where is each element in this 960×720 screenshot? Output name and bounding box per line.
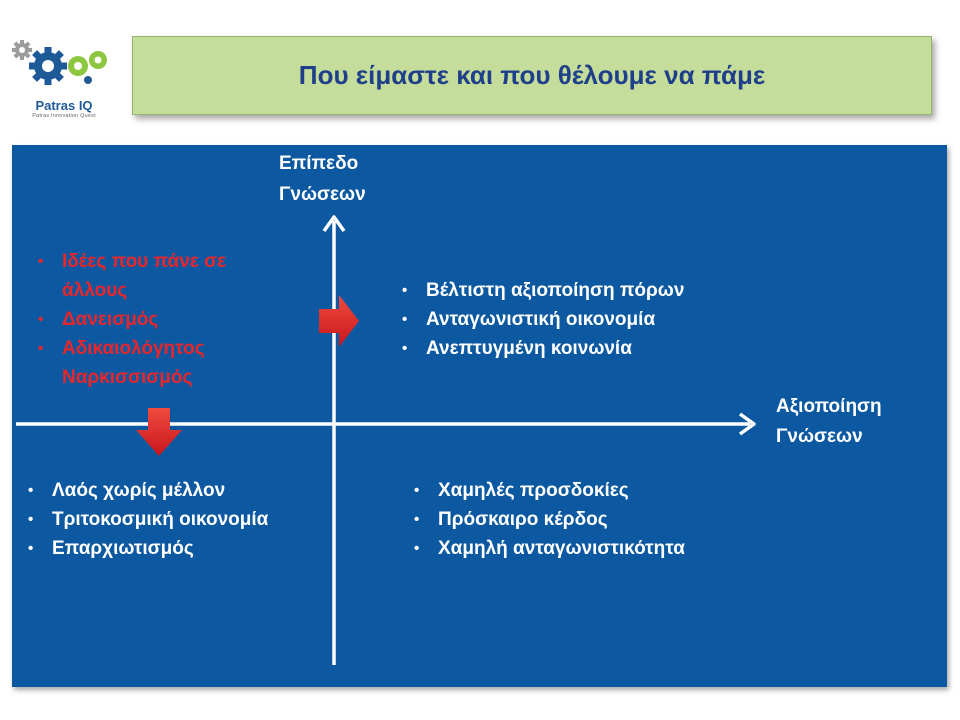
quadrant-bottom-right-item: • Χαμηλή ανταγωνιστικότητα: [408, 534, 685, 563]
quadrant-top-left-item: • Αδικαιολόγητος Ναρκισσισμός: [32, 334, 292, 392]
quadrant-top-left-item: • Δανεισμός: [32, 305, 292, 334]
title-banner: [132, 36, 932, 115]
quadrant-top-right-item: • Ανεπτυγμένη κοινωνία: [396, 334, 684, 363]
quadrant-bottom-left-item: • Επαρχιωτισμός: [22, 534, 268, 563]
arrow-down-icon: [136, 408, 182, 456]
quadrant-top-left-item: • Ιδέες που πάνε σε άλλους: [32, 247, 292, 305]
x-axis-label-line-1: Αξιοποίηση: [776, 396, 882, 417]
quadrant-bottom-right: [408, 476, 685, 563]
quadrant-top-right: [396, 276, 684, 363]
gear-icon: [8, 36, 120, 98]
x-axis-label-line-2: Γνώσεων: [776, 426, 863, 447]
logo-name: Patras IQ: [35, 98, 93, 113]
quadrant-top-right-item: • Ανταγωνιστική οικονομία: [396, 305, 684, 334]
y-axis-label-line-1: Επίπεδο: [279, 153, 359, 174]
y-axis-label-line-2: Γνώσεων: [279, 184, 366, 205]
page-title: Που είμαστε και που θέλουμε να πάμε: [298, 60, 766, 90]
logo-subtitle: Patras Innovation Quest: [32, 113, 96, 119]
arrow-right-icon: [319, 295, 359, 347]
quadrant-bottom-right-item: • Πρόσκαιρο κέρδος: [408, 505, 685, 534]
quadrant-bottom-right-item: • Χαμηλές προσδοκίες: [408, 476, 685, 505]
quadrant-diagram: [12, 145, 947, 687]
quadrant-top-left: [32, 247, 292, 392]
patras-iq-logo: [8, 36, 120, 120]
quadrant-bottom-left: [22, 476, 268, 563]
quadrant-bottom-left-item: • Λαός χωρίς μέλλον: [22, 476, 268, 505]
quadrant-top-right-item: • Βέλτιστη αξιοποίηση πόρων: [396, 276, 684, 305]
quadrant-bottom-left-item: • Τριτοκοσμική οικονομία: [22, 505, 268, 534]
